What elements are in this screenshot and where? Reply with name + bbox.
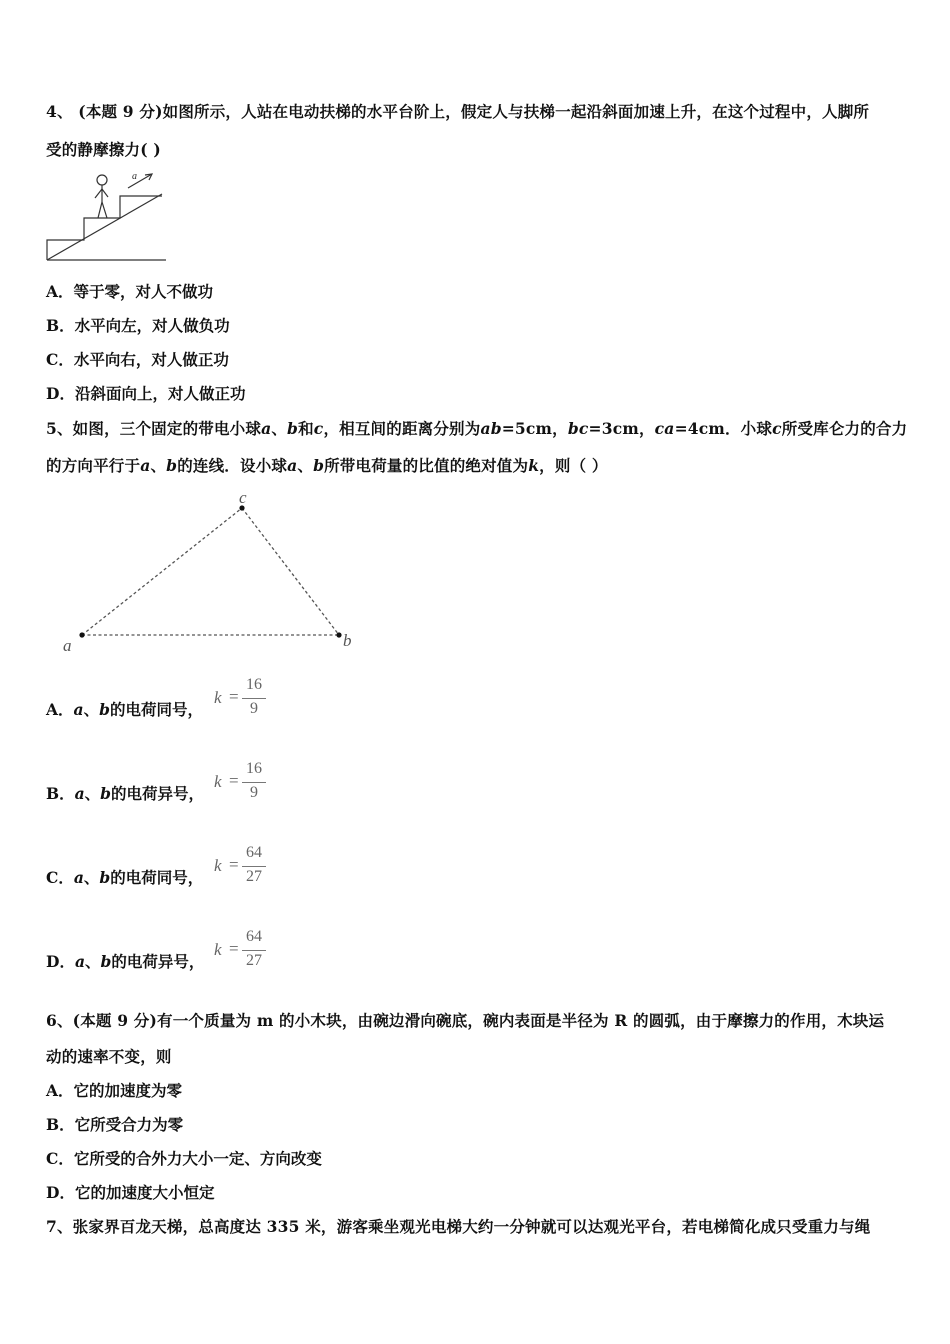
q6-option-c: C．它所受的合外力大小一定、方向改变 — [46, 1149, 322, 1168]
escalator-figure — [44, 168, 169, 264]
q4-option-c: C．水平向右，对人做正功 — [46, 350, 229, 369]
q6-option-a: A．它的加速度为零 — [46, 1081, 183, 1100]
q6-option-d: D．它的加速度大小恒定 — [46, 1183, 215, 1202]
q6-option-b: B．它所受合力为零 — [46, 1115, 184, 1134]
q4-stem-line2: 受的静摩擦力( ) — [46, 140, 161, 159]
q7-stem-line1: 7、张家界百龙天梯，总高度达 335 米，游客乘坐观光电梯大约一分钟就可以达观光平台，若电梯简化成只受重力与绳 — [46, 1217, 871, 1236]
point-c-label: c — [239, 488, 247, 507]
q4-stem-line1: 4、 (本题 9 分)如图所示，人站在电动扶梯的水平台阶上，假定人与扶梯一起沿斜面加速上升，在这个过程中，人脚所 — [46, 102, 870, 121]
exam-page: 4、 (本题 9 分)如图所示，人站在电动扶梯的水平台阶上，假定人与扶梯一起沿斜面加速上升，在这个过程中，人脚所 受的静摩擦力( ) a A．等于零，对人不做功 B．水平向左，对人做负功 C．水平向右，对人做正功 D．沿斜面向上，对人做正功 5、如图，三个固定的带电小球a、b和c，相互间的距离分别为ab=5cm，bc=3cm，ca=4cm．小球c所受库仑力的合力 的方向平行于a、b的连线．设小球a、b所带电荷量的比值的绝对值为k，则（ ） a c b A．a、b的电荷同号， k = 16 9 B．a、b的电荷异号， k = 16 9 C．a、b的电荷同号， k = 64 27 D．a、b的电荷异号， k = 64 27 6、(本题 9 分)有一个质量为 m 的小木块，由碗边滑向碗底，碗内表面是半径为 R 的圆弧，由于摩擦力的作用，木块运 动的速率不变，则 A．它的加速度为零 B．它所受合力为零 C．它所受的合外力大小一定、方向改变 D．它的加速度大小恒定 7、张家界百龙天梯，总高度达 335 米，游客乘坐观光电梯大约一分钟就可以达观光平台，若电梯简化成只受重力与绳 — [0, 0, 950, 1344]
q5-option-b: B．a、b的电荷异号， — [46, 784, 205, 803]
point-a-label: a — [63, 636, 72, 654]
q4-option-d: D．沿斜面向上，对人做正功 — [46, 384, 246, 403]
point-b-label: b — [343, 631, 352, 650]
q6-stem-line1: 6、(本题 9 分)有一个质量为 m 的小木块，由碗边滑向碗底，碗内表面是半径为 R 的圆弧，由于摩擦力的作用，木块运 — [46, 1011, 885, 1030]
q4-option-b: B．水平向左，对人做负功 — [46, 316, 230, 335]
q5-option-a: A．a、b的电荷同号， — [46, 700, 203, 719]
q6-stem-line2: 动的速率不变，则 — [46, 1047, 172, 1066]
q5-option-c: C．a、b的电荷同号， — [46, 868, 204, 887]
q5-stem-line2: 的方向平行于a、b的连线．设小球a、b所带电荷量的比值的绝对值为k，则（ ） — [46, 456, 608, 475]
q5-option-d: D．a、b的电荷异号， — [46, 952, 205, 971]
acceleration-label: a — [132, 171, 137, 182]
q5-stem-line1: 5、如图，三个固定的带电小球a、b和c，相互间的距离分别为ab=5cm，bc=3cm，ca=4cm．小球c所受库仑力的合力 — [46, 419, 908, 438]
triangle-figure — [55, 484, 365, 654]
q4-option-a: A．等于零，对人不做功 — [46, 282, 214, 301]
